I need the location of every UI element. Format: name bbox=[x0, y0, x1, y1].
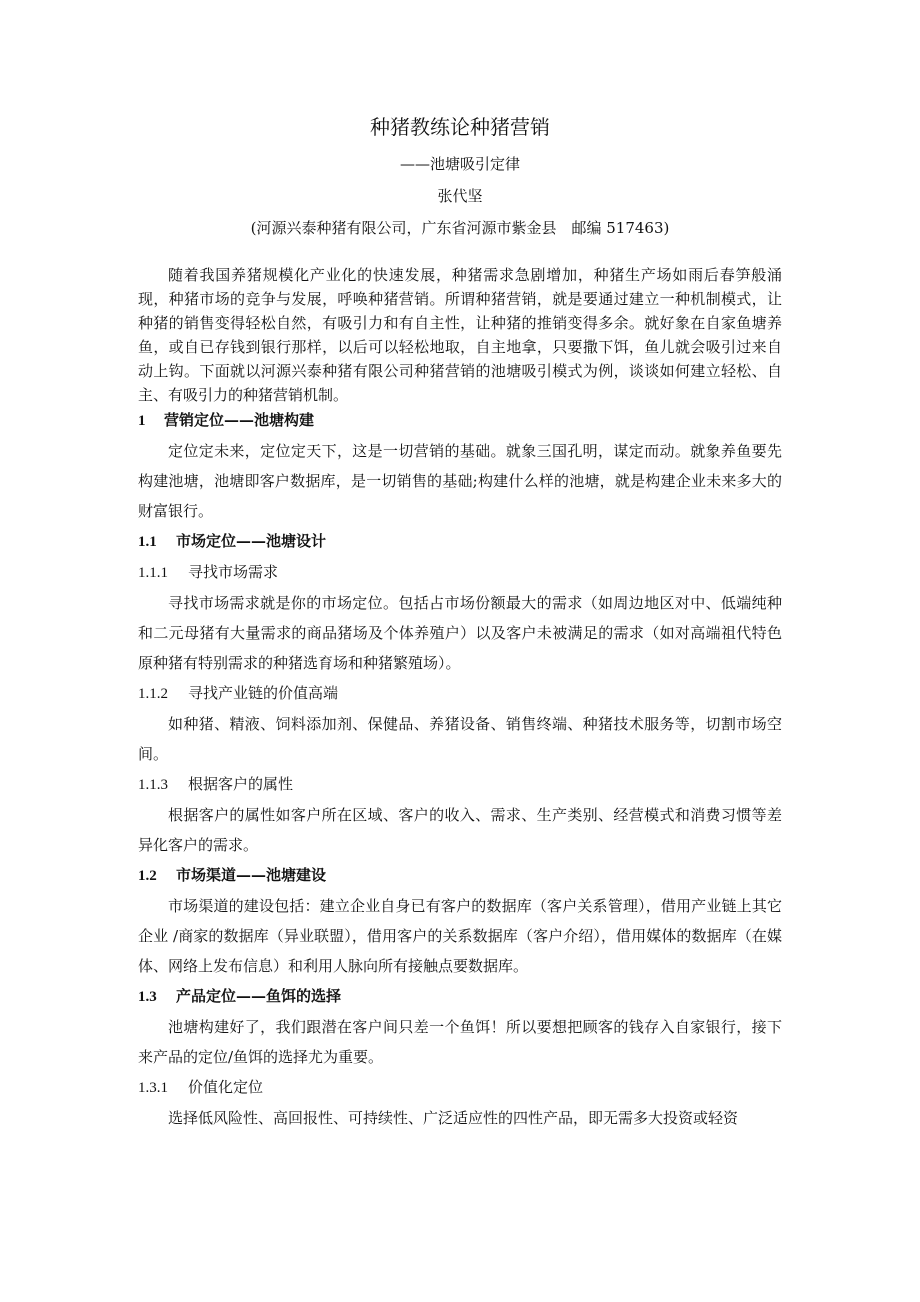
subsection-title: 市场渠道——池塘建设 bbox=[176, 866, 327, 884]
section-paragraph: 市场渠道的建设包括：建立企业自身已有客户的数据库（客户关系管理），借用产业链上其它企业 /商家的数据库（异业联盟），借用客户的关系数据库（客户介绍），借用媒体的数据库（在媒体、网络上发布信息）和利用人脉向所有接触点要数据库。 bbox=[138, 897, 782, 975]
document-body bbox=[138, 263, 782, 1133]
subsubsection-title: 价值化定位 bbox=[188, 1078, 264, 1096]
subsubsection-heading bbox=[138, 769, 782, 800]
subsubsection-number: 1.1.3 bbox=[138, 777, 168, 793]
subsubsection-heading bbox=[138, 678, 782, 709]
subsubsection-title: 根据客户的属性 bbox=[188, 775, 294, 793]
document-subtitle: ——池塘吸引定律 bbox=[399, 155, 520, 173]
author-name: 张代坚 bbox=[437, 187, 483, 205]
subsubsection-heading bbox=[138, 557, 782, 588]
intro-paragraph: 随着我国养猪规模化产业化的快速发展，种猪需求急剧增加，种猪生产场如雨后春笋般涌现，种猪市场的竞争与发展，呼唤种猪营销。所谓种猪营销，就是要通过建立一种机制模式，让种猪的销售变得轻松自然，有吸引力和有自主性，让种猪的推销变得多余。就好象在自家鱼塘养鱼，或自已存钱到银行那样，以后可以轻松地取，自主地拿，只要撒下饵，鱼儿就会吸引过来自动上钩。下面就以河源兴泰种猪有限公司种猪营销的池塘吸引模式为例，谈谈如何建立轻松、自主、有吸引力的种猪营销机制。 bbox=[138, 266, 782, 404]
section-paragraph: 定位定未来，定位定天下，这是一切营销的基础。就象三国孔明，谋定而动。就象养鱼要先构建池塘，池塘即客户数据库，是一切销售的基础;构建什么样的池塘，就是构建企业未来多大的财富银行。 bbox=[138, 442, 782, 520]
section-paragraph: 根据客户的属性如客户所在区域、客户的收入、需求、生产类别、经营模式和消费习惯等差异化客户的需求。 bbox=[138, 806, 782, 854]
subsubsection-title: 寻找产业链的价值高端 bbox=[188, 684, 339, 702]
subsubsection-number: 1.1.2 bbox=[138, 686, 168, 702]
section-title: 营销定位——池塘构建 bbox=[164, 411, 315, 429]
author-affiliation: (河源兴泰种猪有限公司，广东省河源市紫金县 邮编 517463) bbox=[250, 219, 670, 237]
subsection-number: 1.3 bbox=[138, 989, 157, 1005]
subsection-title: 产品定位——鱼饵的选择 bbox=[176, 987, 342, 1005]
subsection-heading bbox=[138, 860, 782, 891]
subsubsection-number: 1.3.1 bbox=[138, 1080, 168, 1096]
section-number: 1 bbox=[138, 413, 146, 429]
section-heading bbox=[138, 407, 782, 434]
subsubsection-heading bbox=[138, 1072, 782, 1103]
subsubsection-title: 寻找市场需求 bbox=[188, 563, 279, 581]
subsection-title: 市场定位——池塘设计 bbox=[176, 532, 327, 550]
section-paragraph: 如种猪、精液、饲料添加剂、保健品、养猪设备、销售终端、种猪技术服务等，切割市场空间。 bbox=[138, 715, 782, 763]
document-title: 种猪教练论种猪营销 bbox=[370, 115, 550, 139]
section-paragraph: 寻找市场需求就是你的市场定位。包括占市场份额最大的需求（如周边地区对中、低端纯种和二元母猪有大量需求的商品猪场及个体养殖户）以及客户未被满足的需求（如对高端祖代特色原种猪有特别需求的种猪选育场和种猪繁殖场）。 bbox=[138, 594, 782, 672]
subsection-number: 1.1 bbox=[138, 534, 157, 550]
subsection-heading bbox=[138, 981, 782, 1012]
subsubsection-number: 1.1.1 bbox=[138, 565, 168, 581]
subsection-heading bbox=[138, 526, 782, 557]
subsection-number: 1.2 bbox=[138, 868, 157, 884]
section-paragraph: 池塘构建好了，我们跟潜在客户间只差一个鱼饵！所以要想把顾客的钱存入自家银行，接下来产品的定位/鱼饵的选择尤为重要。 bbox=[138, 1018, 782, 1066]
section-paragraph: 选择低风险性、高回报性、可持续性、广泛适应性的四性产品，即无需多大投资或轻资 bbox=[168, 1109, 739, 1127]
